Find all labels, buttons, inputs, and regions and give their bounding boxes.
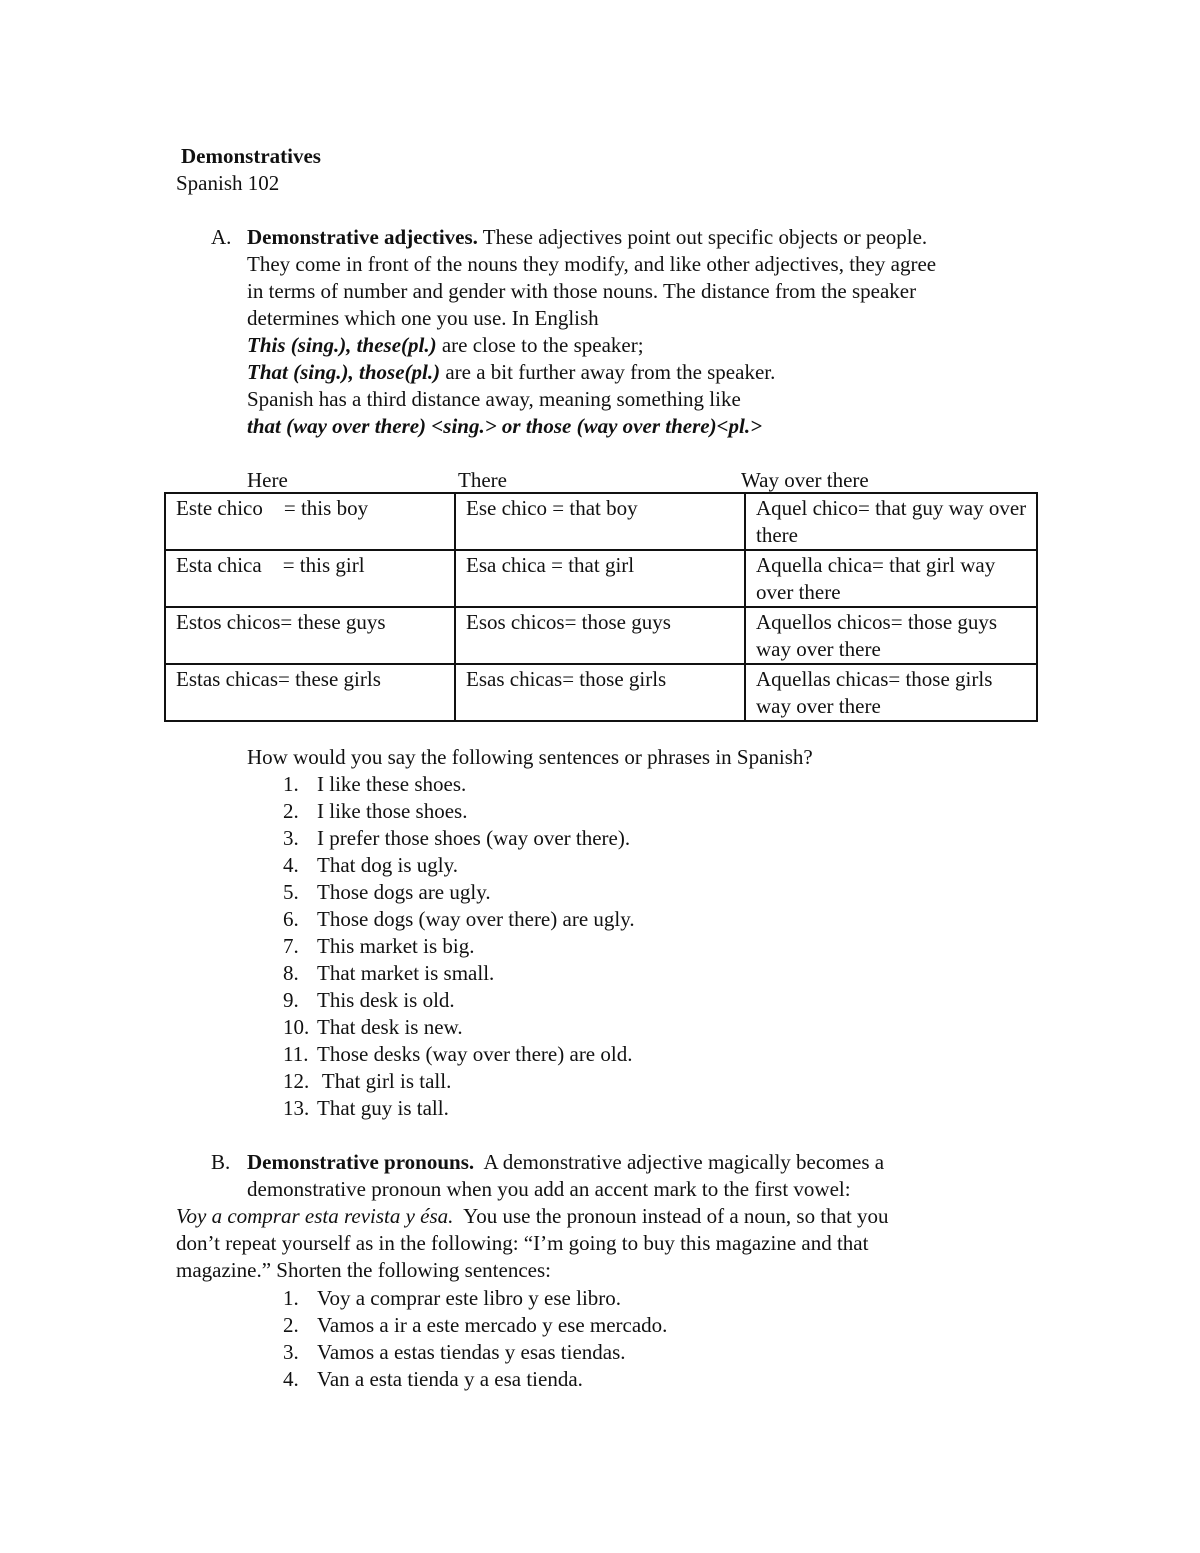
list-item-text: I like these shoes.: [317, 772, 467, 796]
section-b-intro-2: demonstrative pronoun when you add an accent mark to the first vowel:: [247, 1177, 851, 1201]
col-header-there: There: [458, 468, 507, 492]
list-item: [283, 1068, 451, 1095]
list-item-text: Those dogs are ugly.: [317, 880, 491, 904]
table-cell: Esa chica = that girl: [455, 550, 745, 607]
table-cell: Aquella chica= that girl way over there: [745, 550, 1037, 607]
table-cell: Este chico = this boy: [165, 493, 455, 550]
list-item-number: 4.: [283, 1367, 299, 1391]
demonstratives-table: [164, 492, 1038, 722]
section-a-intro-line-1: [247, 224, 927, 251]
col-header-way-over-there: Way over there: [741, 468, 869, 492]
section-b-marker: B.: [211, 1150, 231, 1174]
list-item-number: 1.: [283, 772, 299, 796]
list-item-number: 11.: [283, 1042, 309, 1066]
section-a-marker: A.: [211, 225, 232, 249]
table-cell: Ese chico = that boy: [455, 493, 745, 550]
list-item-text: Vamos a ir a este mercado y ese mercado.: [317, 1313, 668, 1337]
list-item: [283, 1312, 667, 1339]
list-item-number: 1.: [283, 1286, 299, 1310]
list-item-number: 3.: [283, 1340, 299, 1364]
list-item-text: Van a esta tienda y a esa tienda.: [317, 1367, 583, 1391]
table-row: [165, 664, 1037, 721]
list-item-text: That guy is tall.: [317, 1096, 449, 1120]
table-row: [165, 550, 1037, 607]
list-item-text: Those dogs (way over there) are ugly.: [317, 907, 635, 931]
list-item: [283, 1366, 583, 1393]
section-b-intro-1: A demonstrative adjective magically becomes a: [474, 1150, 885, 1174]
list-item-number: 8.: [283, 961, 299, 985]
table-cell: Aquellas chicas= those girls way over there: [745, 664, 1037, 721]
list-item-text: That dog is ugly.: [317, 853, 458, 877]
list-item: [283, 960, 494, 987]
section-b-line-2: don’t repeat yourself as in the following: “I’m going to buy this magazine and that: [176, 1231, 869, 1255]
list-item: [283, 1095, 449, 1122]
list-item: [283, 798, 467, 825]
list-item-text: I prefer those shoes (way over there).: [317, 826, 631, 850]
section-b-heading: Demonstrative pronouns.: [247, 1150, 475, 1174]
list-item-number: 3.: [283, 826, 299, 850]
list-item-number: 5.: [283, 880, 299, 904]
section-b-example-rest: You use the pronoun instead of a noun, so that you: [453, 1204, 889, 1228]
list-item-text: Vamos a estas tiendas y esas tiendas.: [317, 1340, 626, 1364]
list-item-text: That girl is tall.: [317, 1069, 452, 1093]
list-item: [283, 771, 466, 798]
list-item-number: 9.: [283, 988, 299, 1012]
list-item-text: I like those shoes.: [317, 799, 468, 823]
list-item-text: That desk is new.: [317, 1015, 463, 1039]
list-item-number: 2.: [283, 1313, 299, 1337]
list-item-text: Those desks (way over there) are old.: [317, 1042, 633, 1066]
list-item-number: 10.: [283, 1015, 310, 1039]
list-item: [283, 1014, 463, 1041]
far-distance-terms: That (sing.), those(pl.): [247, 360, 441, 384]
col-header-here: Here: [247, 468, 288, 492]
list-item-number: 12.: [283, 1069, 310, 1093]
list-item-number: 4.: [283, 853, 299, 877]
table-cell: Aquel chico= that guy way over there: [745, 493, 1037, 550]
doc-title: Demonstratives: [181, 144, 321, 168]
list-item: [283, 1041, 632, 1068]
list-item-number: 6.: [283, 907, 299, 931]
section-a-intro-1: These adjectives point out specific objects or people.: [477, 225, 928, 249]
close-distance-desc: are close to the speaker;: [436, 333, 644, 357]
list-item: [283, 879, 491, 906]
section-b-line-3: magazine.” Shorten the following sentences:: [176, 1258, 551, 1282]
translation-question: How would you say the following sentences or phrases in Spanish?: [247, 745, 813, 769]
list-item: [283, 1339, 626, 1366]
list-item-text: Voy a comprar este libro y ese libro.: [317, 1286, 622, 1310]
table-cell: Esos chicos= those guys: [455, 607, 745, 664]
far-distance-line: [247, 359, 775, 386]
list-item-number: 2.: [283, 799, 299, 823]
list-item-number: 13.: [283, 1096, 310, 1120]
list-item-text: This desk is old.: [317, 988, 455, 1012]
list-item-number: 7.: [283, 934, 299, 958]
close-distance-line: [247, 332, 644, 359]
list-item: [283, 906, 635, 933]
table-cell: Estas chicas= these girls: [165, 664, 455, 721]
third-distance-terms: that (way over there) <sing.> or those (way over there)<pl.>: [247, 414, 763, 438]
section-a-heading: Demonstrative adjectives.: [247, 225, 478, 249]
list-item: [283, 852, 458, 879]
section-b-example-line: [176, 1203, 889, 1230]
third-distance-line: Spanish has a third distance away, meaning something like: [247, 387, 741, 411]
table-row: [165, 607, 1037, 664]
far-distance-desc: are a bit further away from the speaker.: [440, 360, 776, 384]
list-item-text: This market is big.: [317, 934, 475, 958]
section-a-intro-2: They come in front of the nouns they modify, and like other adjectives, they agree: [247, 252, 937, 276]
table-cell: Aquellos chicos= those guys way over there: [745, 607, 1037, 664]
list-item-text: That market is small.: [317, 961, 495, 985]
list-item: [283, 933, 474, 960]
list-item: [283, 825, 630, 852]
table-cell: Esta chica = this girl: [165, 550, 455, 607]
section-a-intro-4: determines which one you use. In English: [247, 306, 599, 330]
list-item: [283, 1285, 621, 1312]
list-item: [283, 987, 455, 1014]
section-b-intro-line-1: [247, 1149, 884, 1176]
section-b-example: Voy a comprar esta revista y ésa.: [176, 1204, 454, 1228]
course-name: Spanish 102: [176, 171, 280, 195]
section-a-intro-3: in terms of number and gender with those nouns. The distance from the speaker: [247, 279, 917, 303]
table-row: [165, 493, 1037, 550]
close-distance-terms: This (sing.), these(pl.): [247, 333, 437, 357]
table-cell: Esas chicas= those girls: [455, 664, 745, 721]
table-cell: Estos chicos= these guys: [165, 607, 455, 664]
